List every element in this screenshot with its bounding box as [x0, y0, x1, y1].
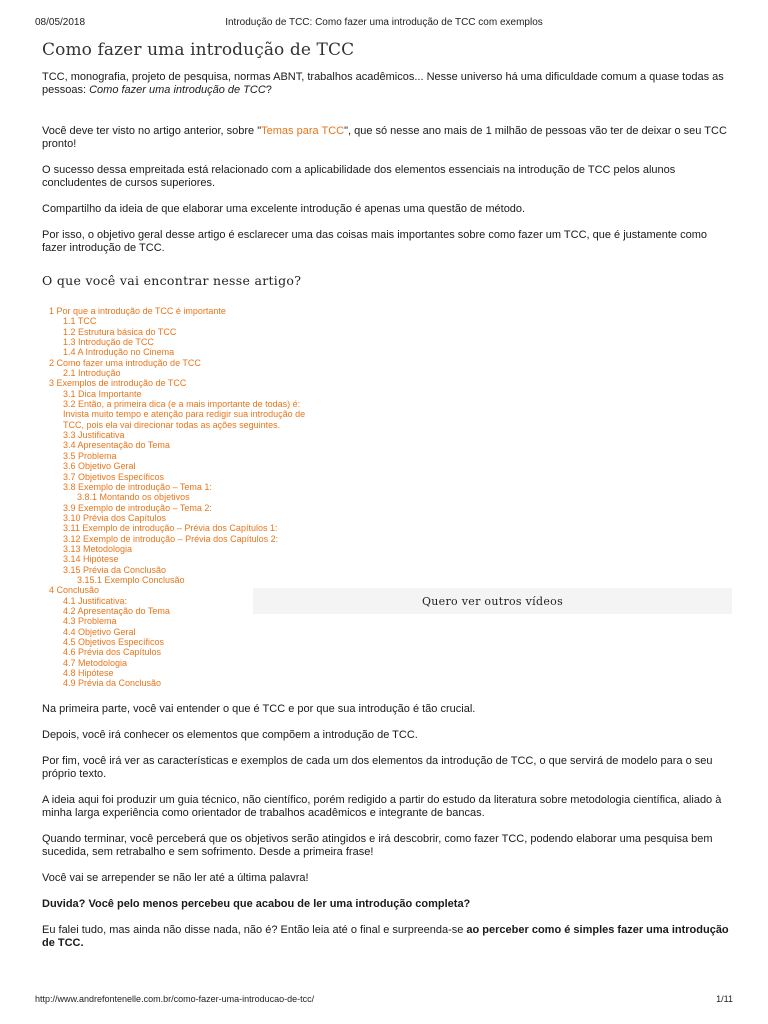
body-text: Eu falei tudo, mas ainda não disse nada, não é? Então leia até o final e surpreenda-se — [42, 924, 467, 936]
toc-item[interactable]: 1 Por que a introdução de TCC é importante — [49, 306, 226, 316]
toc-item[interactable]: 1.3 Introdução de TCC — [63, 337, 154, 348]
toc-item[interactable]: 4.8 Hipótese — [63, 668, 114, 679]
bold-question: Duvida? Você pelo menos percebeu que acabou de ler uma introdução completa? — [42, 898, 471, 910]
body-paragraph-3: Por fim, você irá ver as características e exemplos de cada um dos elementos da introdução de TCC, o que servirá de modelo para o seu próprio texto. — [42, 755, 713, 780]
toc-item[interactable]: 3.12 Exemplo de introdução – Prévia dos Capítulos 2: — [63, 533, 279, 544]
toc-item[interactable]: 3.3 Justificativa — [63, 430, 125, 441]
toc-item[interactable]: 3.14 Hipótese — [63, 554, 119, 565]
toc-item[interactable]: 3.6 Objetivo Geral — [63, 461, 136, 472]
body-paragraph-4: A ideia aqui foi produzir um guia técnico, não científico, porém redigido a partir do estudo da literatura sobre metodologia científica, aliado à minha larga experiência como orientador de trabalhos acadêmicos e integrante de bancas. — [42, 794, 722, 819]
toc-item[interactable]: 3.1 Dica Importante — [63, 388, 142, 399]
toc-item[interactable]: 3 Exemplos de introdução de TCC — [49, 378, 187, 389]
intro-paragraph-2 — [42, 125, 732, 151]
page-number: 1/11 — [716, 994, 733, 1004]
toc-item[interactable]: 3.15.1 Exemplo Conclusão — [77, 574, 185, 585]
body-paragraph-8 — [42, 924, 732, 950]
body-paragraph-7 — [42, 898, 732, 911]
toc-list — [49, 306, 319, 689]
toc-item[interactable]: 1.4 A Introdução no Cinema — [63, 347, 175, 358]
body-paragraph-5: Quando terminar, você perceberá que os objetivos serão atingidos e irá descobrir, como fazer TCC, podendo elaborar uma pesquisa bem sucedida, sem retrabalho e sem sofrimento. Desde a primeira frase! — [42, 833, 713, 858]
toc-item[interactable]: 3.11 Exemplo de introdução – Prévia dos Capítulos 1: — [63, 523, 278, 534]
intro-paragraph-3: O sucesso dessa empreitada está relacionado com a aplicabilidade dos elementos essenciais na introdução de TCC pelos alunos concludentes de cursos superiores. — [42, 164, 676, 189]
toc-item[interactable]: 3.9 Exemplo de introdução – Tema 2: — [63, 502, 212, 513]
toc-item[interactable]: 4.3 Problema — [63, 616, 117, 627]
intro-paragraph-4: Compartilho da ideia de que elaborar uma excelente introdução é apenas uma questão de método. — [42, 203, 526, 215]
intro-text-end: ? — [265, 84, 272, 96]
toc-item[interactable]: 4.5 Objetivos Específicos — [63, 637, 165, 647]
body-paragraph-6: Você vai se arrepender se não ler até a última palavra! — [42, 872, 309, 884]
toc-item[interactable]: 4.1 Justificativa: — [63, 595, 128, 606]
toc-item[interactable]: 3.15 Prévia da Conclusão — [63, 564, 167, 575]
toc-heading: O que você vai encontrar nesse artigo? — [42, 273, 302, 288]
toc-item[interactable]: 4 Conclusão — [49, 585, 100, 596]
toc-item[interactable]: 4.2 Apresentação do Tema — [63, 605, 170, 616]
article-title: Como fazer uma introdução de TCC — [42, 40, 355, 60]
intro-paragraph-1 — [42, 71, 732, 97]
toc-item[interactable]: 3.10 Prévia dos Capítulos — [63, 512, 167, 523]
article-content — [42, 40, 732, 963]
intro-paragraph-5: Por isso, o objetivo geral desse artigo é esclarecer uma das coisas mais importantes sobre como fazer um TCC, que é justamente como fazer introdução de TCC. — [42, 229, 707, 254]
toc-item[interactable]: 3.2 Então, a primeira dica (e a mais importante de todas) é: Invista muito tempo e atenção para redigir sua introdução de TCC, pois ela vai direcionar todas as ações seguintes. — [63, 399, 306, 430]
toc-item[interactable]: 3.8.1 Montando os objetivos — [77, 492, 190, 503]
intro-text: ", que só nesse ano mais de 1 milhão de pessoas vão ter de deixar o seu TCC pronto! — [42, 125, 727, 150]
toc-item[interactable]: 3.7 Objetivos Específicos — [63, 471, 165, 482]
toc-item[interactable]: 3.5 Problema — [63, 450, 117, 461]
more-videos-button[interactable] — [253, 588, 732, 614]
body-paragraph-2: Depois, você irá conhecer os elementos que compõem a introdução de TCC. — [42, 729, 418, 741]
body-paragraph-1: Na primeira parte, você vai entender o que é TCC e por que sua introdução é tão crucial. — [42, 703, 476, 715]
toc-item[interactable]: 4.4 Objetivo Geral — [63, 626, 136, 637]
intro-italic-question: Como fazer uma introdução de TCC — [89, 84, 266, 96]
toc-item[interactable]: 4.9 Prévia da Conclusão — [63, 678, 162, 689]
toc-item[interactable]: 2.1 Introdução — [63, 368, 121, 379]
toc-item[interactable]: 4.6 Prévia dos Capítulos — [63, 647, 162, 658]
print-url: http://www.andrefontenelle.com.br/como-fazer-uma-introducao-de-tcc/ — [35, 994, 315, 1004]
toc-item[interactable]: 4.7 Metodologia — [63, 657, 128, 668]
toc-item[interactable]: 3.13 Metodologia — [63, 543, 133, 554]
intro-text: TCC, monografia, projeto de pesquisa, normas ABNT, trabalhos acadêmicos... Nesse universo há uma dificuldade comum a quase todas as pessoas: — [42, 71, 724, 96]
toc-item[interactable]: 3.8 Exemplo de introdução – Tema 1: — [63, 481, 212, 492]
print-document-title: Introdução de TCC: Como fazer uma introdução de TCC com exemplos — [225, 17, 543, 28]
intro-text: Você deve ter visto no artigo anterior, sobre " — [42, 125, 262, 137]
table-of-contents — [42, 306, 732, 689]
print-date: 08/05/2018 — [35, 17, 86, 28]
temas-para-tcc-link[interactable]: Temas para TCC — [261, 125, 345, 137]
toc-item[interactable]: 3.4 Apresentação do Tema — [63, 440, 170, 451]
toc-item[interactable]: 1.1 TCC — [63, 316, 97, 327]
toc-item[interactable]: 1.2 Estrutura básica do TCC — [63, 326, 177, 337]
more-videos-label: Quero ver outros vídeos — [421, 594, 564, 608]
bold-conclusion: ao perceber como é simples fazer uma introdução de TCC. — [42, 924, 729, 949]
toc-item[interactable]: 2 Como fazer uma introdução de TCC — [49, 357, 201, 368]
